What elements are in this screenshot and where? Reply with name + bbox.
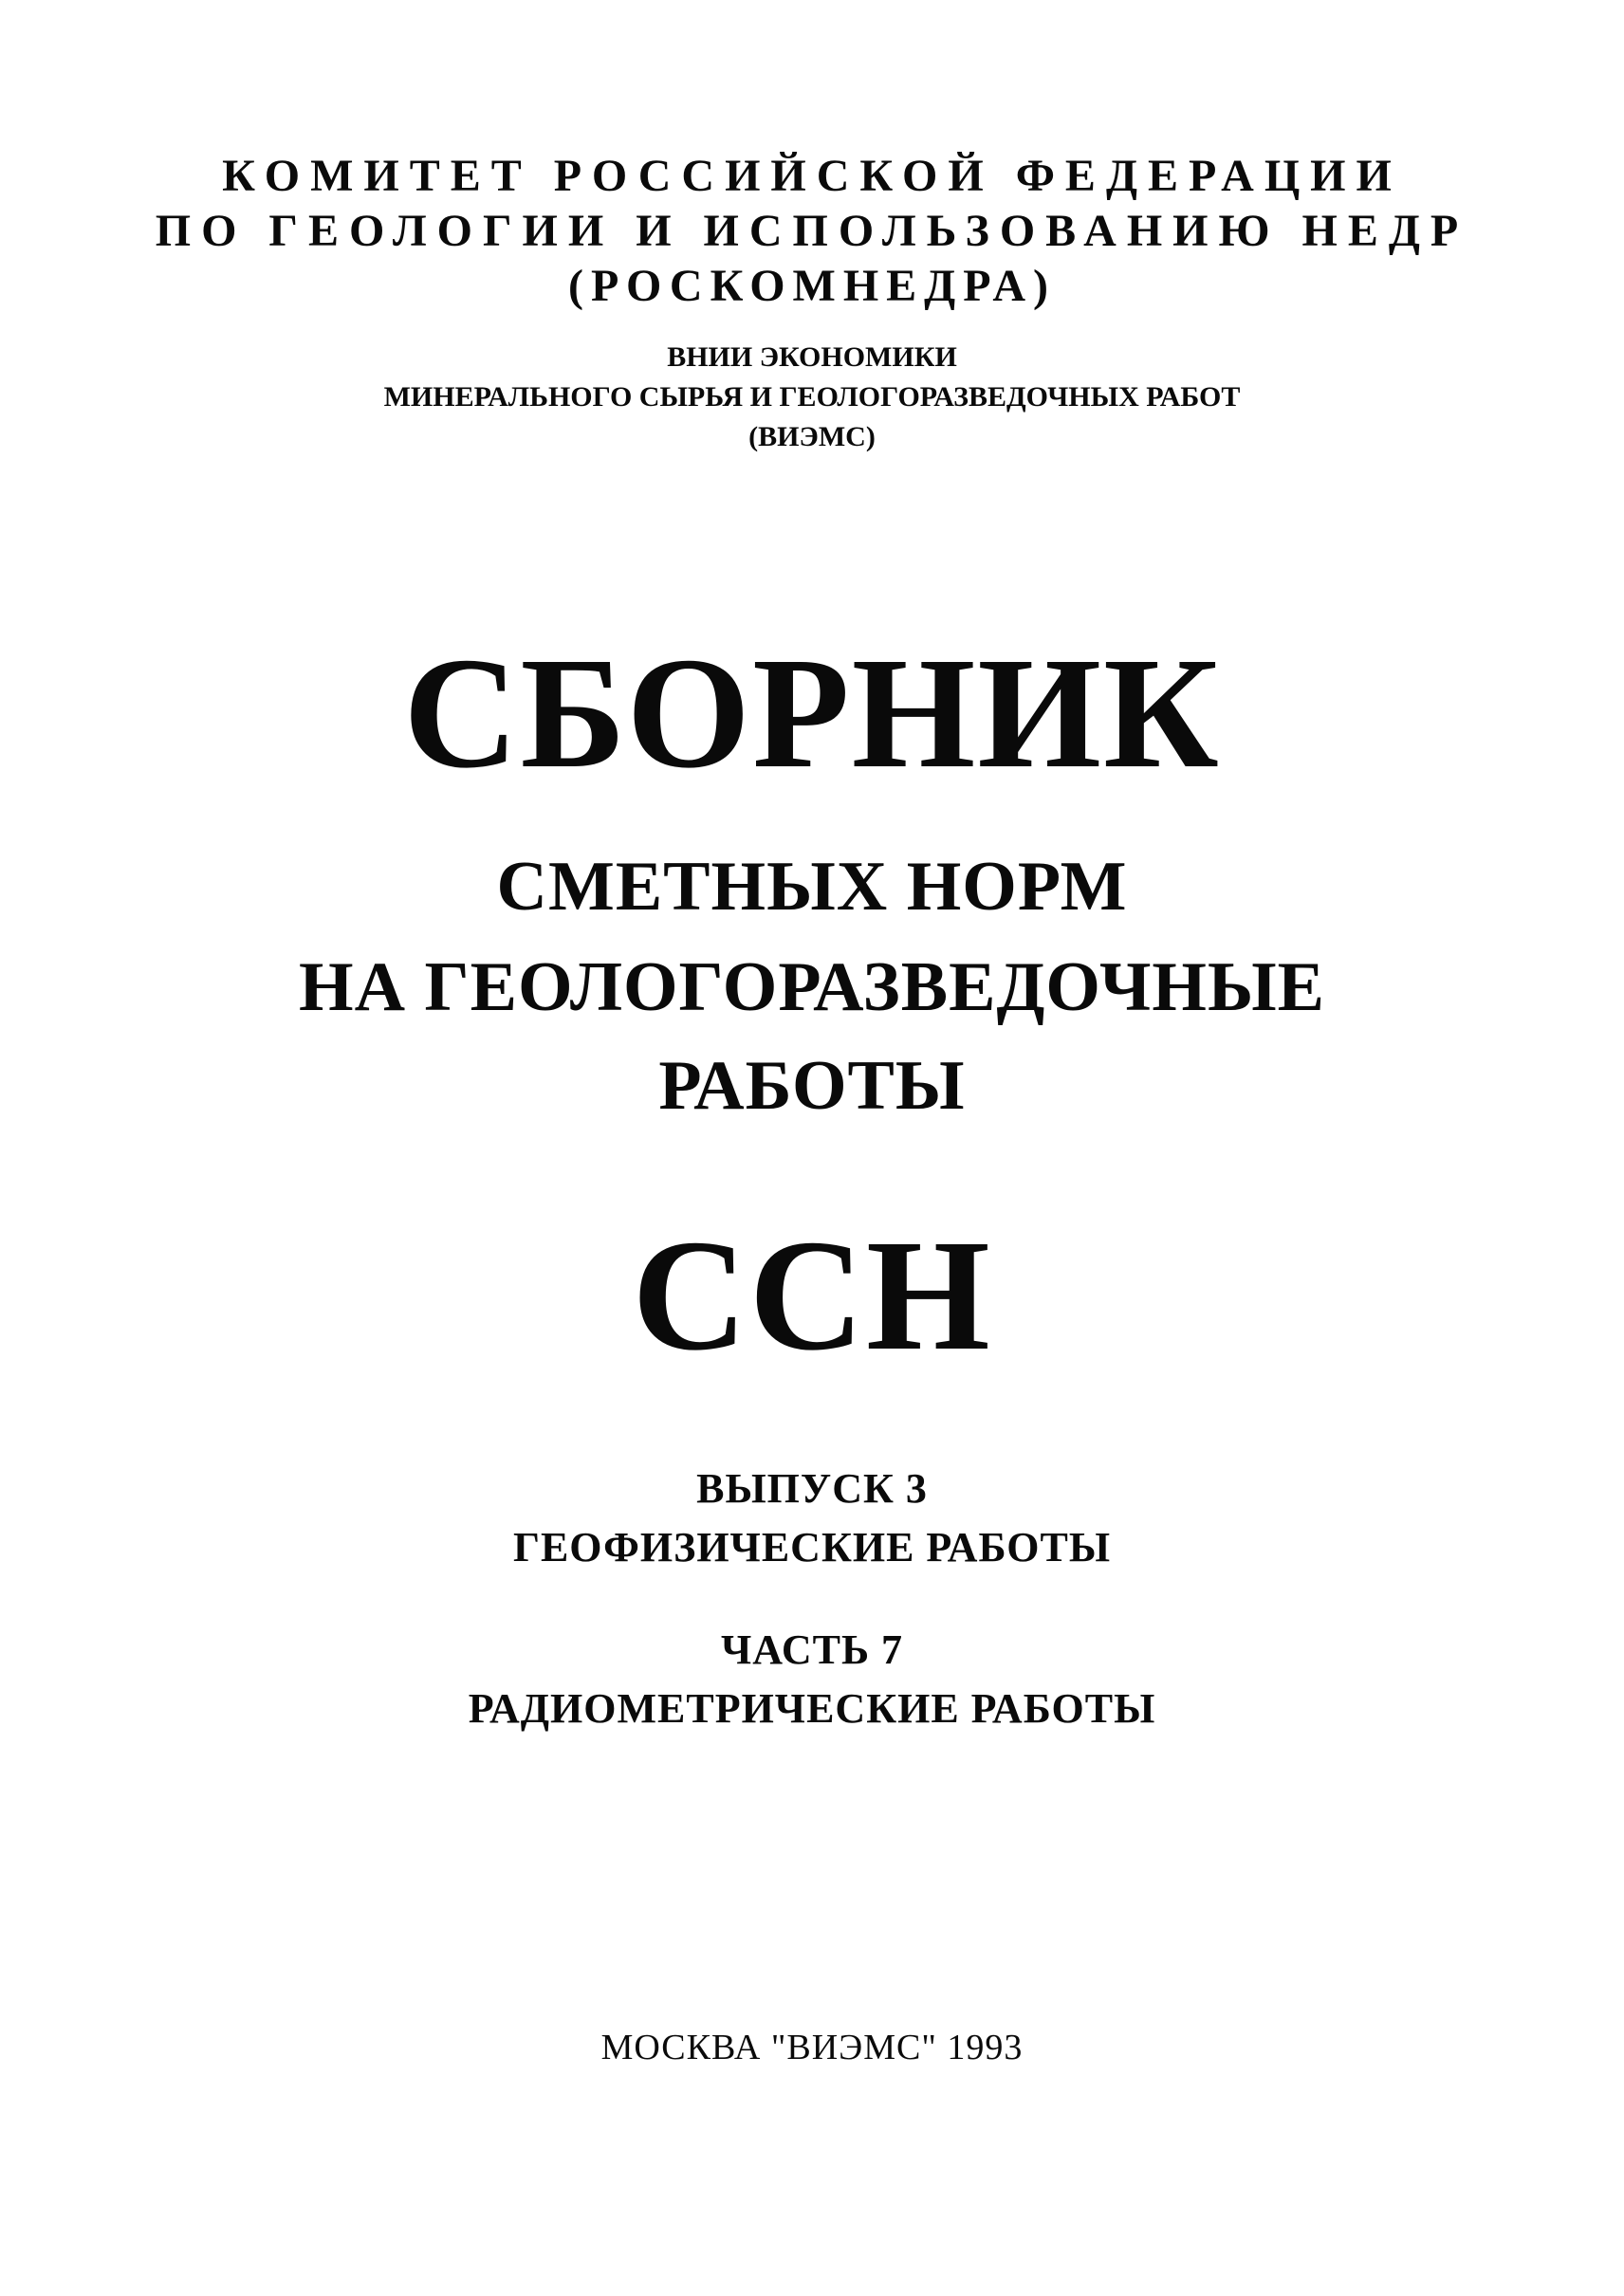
document-subtitle-line-2: НА ГЕОЛОГОРАЗВЕДОЧНЫЕ: [299, 948, 1325, 1026]
committee-name-line-1: КОМИТЕТ РОССИЙСКОЙ ФЕДЕРАЦИИ: [222, 151, 1402, 201]
issue-label: ВЫПУСК 3: [696, 1465, 928, 1512]
document-abbreviation: ССН: [632, 1207, 992, 1384]
institute-abbreviation: (ВИЭМС): [748, 421, 876, 452]
issue-name: ГЕОФИЗИЧЕСКИЕ РАБОТЫ: [512, 1524, 1112, 1570]
institute-name-line-2: МИНЕРАЛЬНОГО СЫРЬЯ И ГЕОЛОГОРАЗВЕДОЧНЫХ РАБОТ: [383, 381, 1241, 413]
document-title: СБОРНИК: [403, 625, 1221, 801]
part-name: РАДИОМЕТРИЧЕСКИЕ РАБОТЫ: [468, 1685, 1156, 1732]
committee-abbreviation: (РОСКОМНЕДРА): [567, 261, 1057, 311]
committee-name-line-2: ПО ГЕОЛОГИИ И ИСПОЛЬЗОВАНИЮ НЕДР: [155, 206, 1469, 256]
document-subtitle-line-3: РАБОТЫ: [658, 1047, 966, 1125]
publisher-imprint: МОСКВА "ВИЭМС" 1993: [600, 2028, 1024, 2067]
document-subtitle-line-1: СМЕТНЫХ НОРМ: [496, 848, 1128, 926]
institute-name-line-1: ВНИИ ЭКОНОМИКИ: [667, 341, 957, 373]
part-label: ЧАСТЬ 7: [720, 1626, 904, 1673]
